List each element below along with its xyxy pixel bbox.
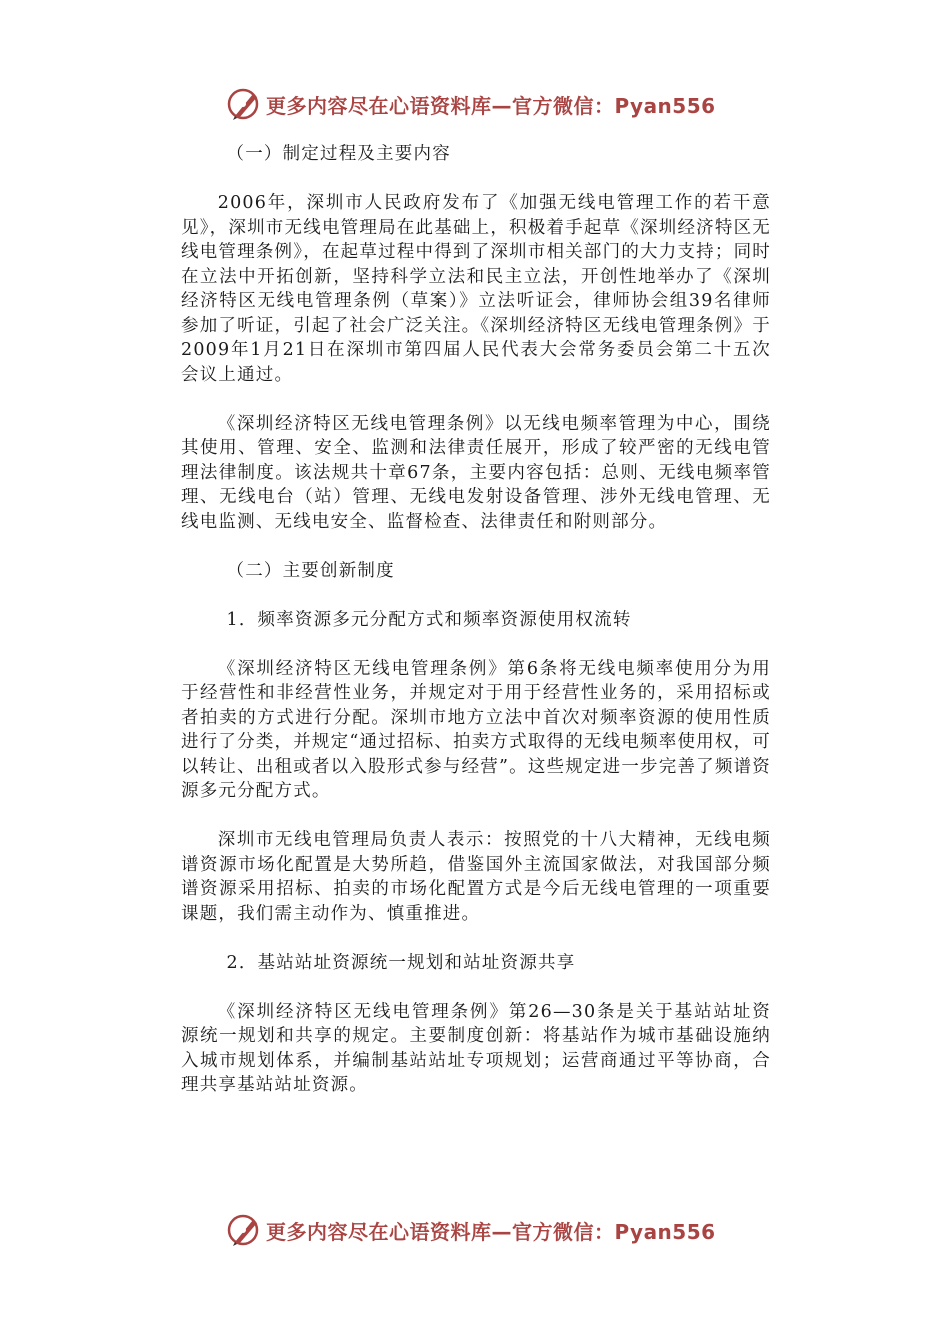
subsection-heading-1: 1．频率资源多元分配方式和频率资源使用权流转 (226, 609, 632, 630)
paragraph-5: 《深圳经济特区无线电管理条例》第26—30条是关于基站站址资源统一规划和共享的规定。主要制度创新：将基站作为城市基础设施纳入城市规划体系，并编制基站站址专项规划；运营商通过平等协商，合理共享基站站址资源。 (181, 1001, 771, 1095)
pen-logo-icon (226, 86, 262, 122)
footer-banner (226, 1210, 746, 1250)
section-heading-1: （一）制定过程及主要内容 (226, 144, 451, 164)
banner-text: 更多内容尽在心语资料库—官方微信：Pyan556 (266, 1219, 716, 1244)
paragraph-4: 深圳市无线电管理局负责人表示：按照党的十八大精神，无线电频谱资源市场化配置是大势所趋，借鉴国外主流国家做法，对我国部分频谱资源采用招标、拍卖的市场化配置方式是今后无线电管理的一项重要课题，我们需主动作为、慎重推进。 (181, 830, 771, 924)
pen-logo-icon (226, 1212, 262, 1248)
paragraph-2: 《深圳经济特区无线电管理条例》以无线电频率管理为中心，围绕其使用、管理、安全、监测和法律责任展开，形成了较严密的无线电管理法律制度。该法规共十章67条，主要内容包括：总则、无线电频率管理、无线电台（站）管理、无线电发射设备管理、涉外无线电管理、无线电监测、无线电安全、监督检查、法律责任和附则部分。 (181, 413, 771, 532)
paragraph-3: 《深圳经济特区无线电管理条例》第6条将无线电频率使用分为用于经营性和非经营性业务，并规定对于用于经营性业务的，采用招标或者拍卖的方式进行分配。深圳市地方立法中首次对频率资源的使用性质进行了分类，并规定“通过招标、拍卖方式取得的无线电频率使用权，可以转让、出租或者以入股形式参与经营”。这些规定进一步完善了频谱资源多元分配方式。 (181, 658, 771, 801)
paragraph-1: 2006年，深圳市人民政府发布了《加强无线电管理工作的若干意见》，深圳市无线电管理局在此基础上，积极着手起草《深圳经济特区无线电管理条例》，在起草过程中得到了深圳市相关部门的大力支持；同时在立法中开拓创新，坚持科学立法和民主立法，开创性地举办了《深圳经济特区无线电管理条例（草案）》立法听证会，律师协会组39名律师参加了听证，引起了社会广泛关注。《深圳经济特区无线电管理条例》于2009年1月21日在深圳市第四届人民代表大会常务委员会第二十五次会议上通过。 (181, 193, 771, 385)
section-heading-2: （二）主要创新制度 (226, 560, 395, 581)
banner-text: 更多内容尽在心语资料库—官方微信：Pyan556 (266, 93, 716, 118)
subsection-heading-2: 2．基站站址资源统一规划和站址资源共享 (226, 952, 576, 973)
document-body (181, 142, 771, 1122)
header-banner (226, 84, 746, 124)
